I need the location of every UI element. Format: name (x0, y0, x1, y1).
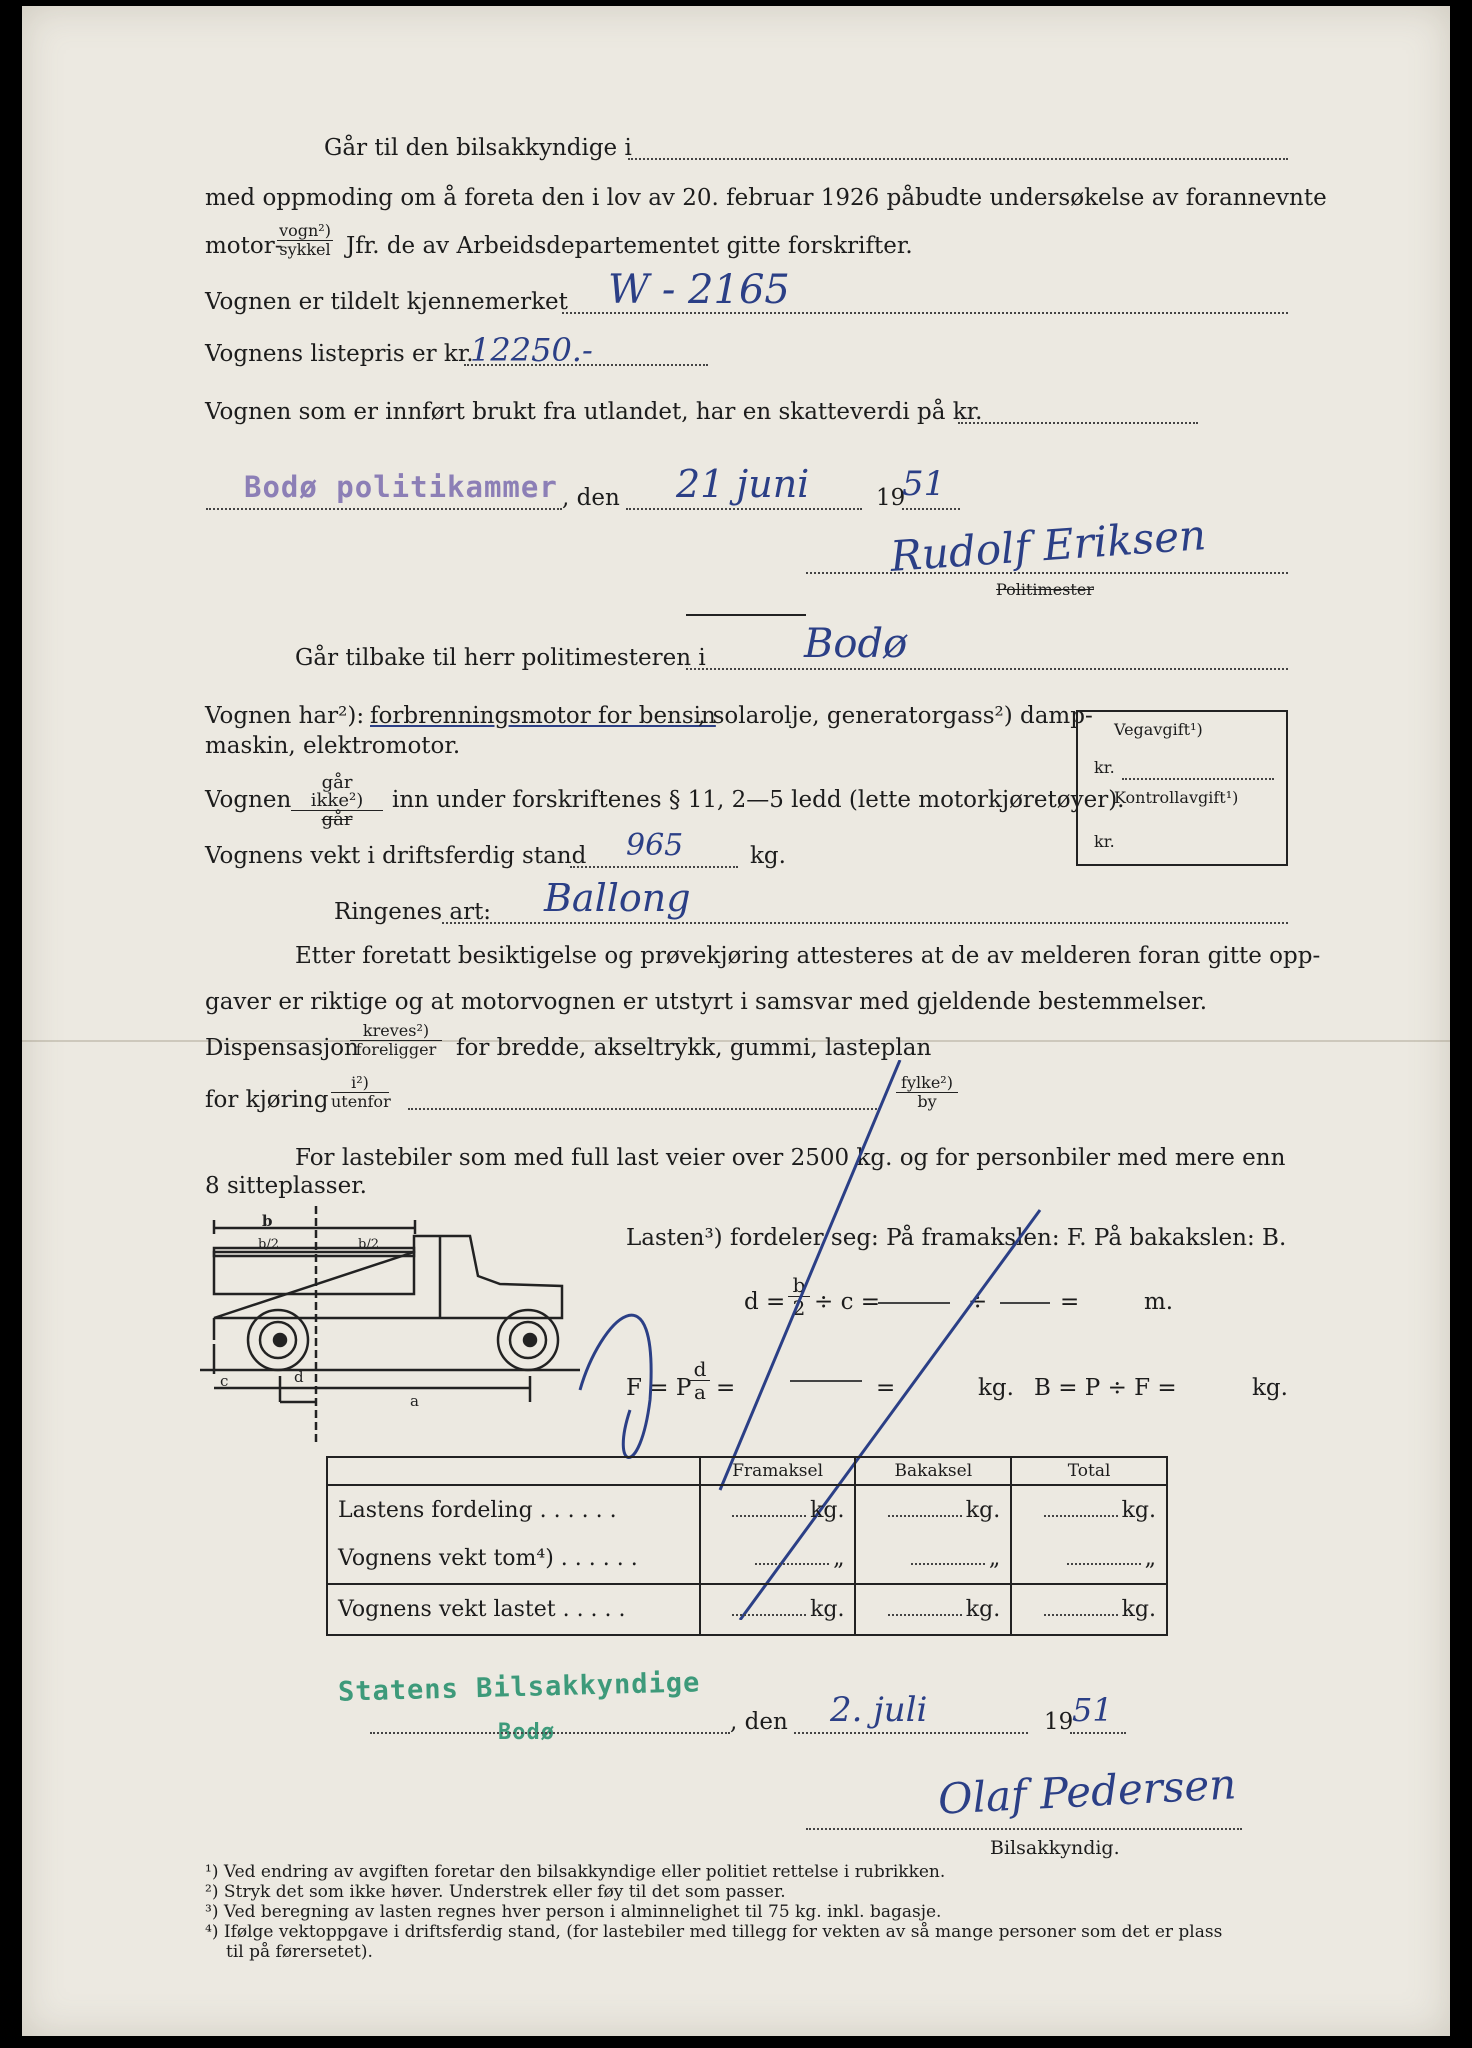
formula-f-den: a (694, 1380, 706, 1404)
unit: kg. (810, 1596, 845, 1622)
sakkyndig-label: Bilsakkyndig. (990, 1837, 1120, 1859)
gar-rest: inn under forskriftenes § 11, 2—5 ledd (lette motorkjøretøyer). (392, 787, 1125, 813)
diagram-label-d: d (294, 1368, 304, 1386)
fee-kontroll: Kontrollavgift¹) (1114, 788, 1239, 807)
formula-d-mid: ÷ (968, 1289, 988, 1315)
tilbake-value: Bodø (804, 621, 908, 667)
unit: kg. (965, 1596, 1001, 1622)
cell-framaksel[interactable] (700, 1534, 856, 1583)
formula-f-num: d (690, 1358, 710, 1381)
sakkyndig-den: , den (730, 1709, 788, 1735)
formula-f-eq: = (716, 1375, 736, 1401)
formula-f-unit: kg. (978, 1375, 1014, 1401)
diagram-label-a: a (410, 1392, 419, 1410)
attest-line2: gaver er riktige og at motorvognen er utstyrt i samsvar med gjeldende bestemmelser. (205, 989, 1208, 1015)
ringer-value: Ballong (544, 876, 691, 920)
field-bilsakkyndige-i[interactable] (628, 158, 1288, 160)
table-header-blank (327, 1457, 700, 1485)
frac-kreves-num: kreves²) (350, 1022, 442, 1041)
diagram-label-b: b (262, 1212, 273, 1230)
police-place-field (206, 508, 562, 510)
frac-gar-ikke: går ikke²) (291, 774, 383, 811)
formula-d-rest: ÷ c = (814, 1289, 881, 1315)
separator-line (686, 614, 806, 616)
sakkyndig-year-prefix: 19 (1044, 1709, 1074, 1735)
unit: „ (988, 1546, 1001, 1572)
frac-fylke: fylke²) (896, 1074, 958, 1093)
formula-d-unit: m. (1144, 1289, 1174, 1315)
diagram-label-c: c (220, 1372, 229, 1390)
lasten-label: Lasten³) fordeler seg: På framakslen: F. På bakakslen: B. (626, 1225, 1287, 1251)
skatteverdi-field[interactable] (958, 422, 1198, 424)
tilbake-field[interactable] (686, 668, 1288, 670)
vekt-label: Vognens vekt i driftsferdig stand (205, 843, 587, 869)
cell-total[interactable] (1011, 1534, 1167, 1583)
cell-framaksel[interactable] (700, 1485, 856, 1534)
fee-kr2: kr. (1094, 832, 1115, 851)
frac-sykkel: sykkel (279, 240, 331, 259)
frac-kreves (350, 1022, 442, 1059)
cell-bakaksel[interactable] (855, 1584, 1011, 1635)
sakkyndig-signature-field (806, 1828, 1242, 1830)
laste-line2: 8 sitteplasser. (205, 1173, 367, 1199)
attest-line1: Etter foretatt besiktigelse og prøvekjøring attesteres at de av melderen foran gitte opp- (295, 943, 1321, 969)
police-year-field[interactable] (902, 508, 960, 510)
frac-foreligger: foreligger (355, 1040, 437, 1059)
sakkyndig-year-value: 51 (1072, 1691, 1113, 1729)
vekt-unit: kg. (750, 843, 786, 869)
row-label-tom: Vognens vekt tom⁴) . . . . . . (338, 1546, 638, 1572)
kjennemerke-label: Vognen er tildelt kjennemerket (205, 289, 568, 315)
unit: „ (833, 1546, 845, 1572)
line-oppmoding: med oppmoding om å foreta den i lov av 20. februar 1926 påbudte undersøkelse av forannevnte (205, 185, 1327, 211)
frac-i-utenfor (331, 1074, 389, 1111)
skatteverdi-label: Vognen som er innført brukt fra utlandet, har en skatteverdi på kr. (205, 399, 983, 425)
fee-vegavgift: Vegavgift¹) (1114, 720, 1203, 739)
table-row (327, 1485, 1167, 1534)
sakkyndig-date-field[interactable] (794, 1732, 1028, 1734)
row-label-lastens: Lastens fordeling . . . . . . (338, 1497, 617, 1523)
sakkyndig-year-field[interactable] (1070, 1732, 1126, 1734)
politimester-signature: Rudolf Eriksen (888, 510, 1208, 581)
footnote-2: ²) Stryk det som ikke høver. Understrek eller føy til det som passer. (205, 1882, 786, 1902)
har-underlined: forbrenningsmotor for bensin (370, 703, 716, 729)
footnote-1: ¹) Ved endring av avgiften foretar den bilsakkyndige eller politiet rettelse i rubrikken. (205, 1862, 946, 1882)
formula-d-end: = (1060, 1289, 1080, 1315)
formula-f-prefix: F = P (626, 1375, 692, 1401)
footnote-4: ⁴) Ifølge vektoppgave i driftsferdig stand, (for lastebiler med tillegg for vekten av så mange personer som det er plass (205, 1922, 1223, 1942)
table-row (327, 1584, 1167, 1635)
police-den: , den (562, 485, 620, 511)
cell-bakaksel[interactable] (855, 1485, 1011, 1534)
sakkyndig-place-field (370, 1732, 730, 1734)
cell-bakaksel[interactable] (855, 1534, 1011, 1583)
police-year-value: 51 (902, 464, 946, 504)
listepris-label: Vognens listepris er kr. (205, 341, 474, 367)
ringer-field[interactable] (442, 922, 1288, 924)
formula-d-prefix: d = (744, 1289, 786, 1315)
kjennemerke-value: W - 2165 (608, 267, 790, 313)
table-header-total: Total (1011, 1457, 1167, 1485)
frac-vogn-sykkel (277, 222, 333, 259)
frac-gar-den: går (321, 809, 353, 830)
vekt-field[interactable] (570, 866, 738, 868)
unit: kg. (1121, 1596, 1156, 1622)
police-stamp: Bodø politikammer (244, 470, 558, 504)
gar-prefix: Vognen (205, 787, 292, 813)
strike-line-1 (720, 1060, 900, 1490)
listepris-value: 12250.- (470, 331, 593, 369)
vekt-value: 965 (626, 828, 684, 863)
cell-framaksel[interactable] (700, 1584, 856, 1635)
unit: kg. (810, 1497, 845, 1523)
frac-gar (291, 774, 383, 829)
har-label: Vognen har²): (205, 703, 365, 729)
footnote-4-cont: til på førersetet). (226, 1942, 373, 1962)
har-rest: , solarolje, generatorgass²) damp- (698, 703, 1093, 729)
sakkyndig-date-value: 2. juli (830, 1690, 928, 1730)
fee-kr1: kr. (1094, 758, 1115, 777)
table-header-bakaksel: Bakaksel (855, 1457, 1011, 1485)
formula-d-den: 2 (792, 1296, 806, 1320)
diagram-label-b2a: b/2 (258, 1237, 279, 1252)
sakkyndig-signature: Olaf Pedersen (936, 1759, 1238, 1824)
police-date-value: 21 juni (676, 462, 810, 506)
frac-by: by (917, 1092, 937, 1111)
cell-total[interactable] (1011, 1584, 1167, 1635)
politimester-signature-field (806, 572, 1288, 574)
formula-f-eq2: = (876, 1375, 896, 1401)
sakkyndig-stamp-line2: Bodø (498, 1720, 555, 1745)
formula-b: B = P ÷ F = (1034, 1375, 1177, 1401)
sakkyndig-stamp-line1: Statens Bilsakkyndige (337, 1667, 701, 1708)
unit: kg. (1121, 1497, 1156, 1523)
unit: „ (1144, 1546, 1156, 1572)
disp-rest: for bredde, akseltrykk, gummi, lasteplan (456, 1035, 932, 1061)
truck-diagram (200, 1206, 590, 1446)
disp-label: Dispensasjon (205, 1035, 359, 1061)
frac-i: i²) (331, 1074, 389, 1093)
footnote-3: ³) Ved beregning av lasten regnes hver person i alminnelighet til 75 kg. inkl. bagasje. (205, 1902, 942, 1922)
tilbake-label: Går tilbake til herr politimesteren i (295, 645, 706, 671)
cargo-bed (214, 1252, 414, 1294)
frac-vogn: vogn²) (277, 222, 333, 241)
frac-utenfor: utenfor (331, 1092, 391, 1111)
row-label-lastet: Vognens vekt lastet . . . . . (327, 1584, 700, 1635)
table-header-framaksel: Framaksel (700, 1457, 856, 1485)
strike-scribble (580, 1315, 651, 1457)
fee-vegavgift-field[interactable] (1122, 778, 1274, 780)
ringer-label: Ringenes art: (334, 899, 492, 925)
police-year-prefix: 19 (876, 485, 906, 511)
motor-prefix: motor- (205, 233, 283, 259)
line-gar-til: Går til den bilsakkyndige i (324, 135, 632, 161)
formula-b-unit: kg. (1252, 1375, 1288, 1401)
politimester-label: Politimester (996, 580, 1094, 599)
line-jfr: Jfr. de av Arbeidsdepartementet gitte forskrifter. (346, 233, 913, 259)
laste-line1: For lastebiler som med full last veier over 2500 kg. og for personbiler med mere enn (295, 1145, 1286, 1171)
har-line2: maskin, elektromotor. (205, 733, 461, 759)
formula-d-num: b (788, 1274, 810, 1297)
police-date-field[interactable] (626, 508, 862, 510)
load-table (326, 1456, 1168, 1636)
diagram-label-b2b: b/2 (358, 1237, 379, 1252)
unit: kg. (965, 1497, 1001, 1523)
cell-total[interactable] (1011, 1485, 1167, 1534)
kjoring-label: for kjøring (205, 1087, 329, 1113)
table-row (327, 1534, 1167, 1583)
